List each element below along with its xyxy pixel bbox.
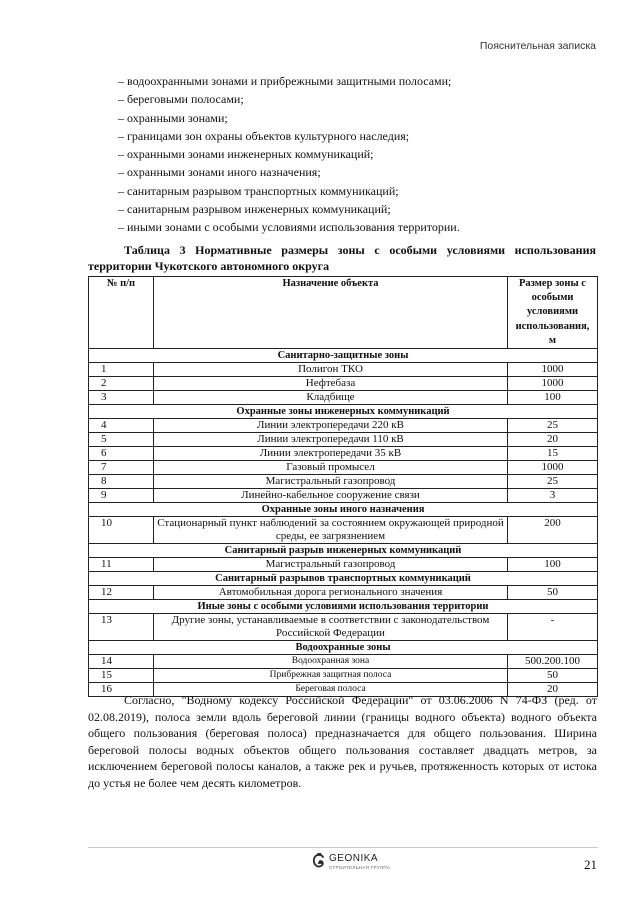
cell-num: 11 — [89, 558, 154, 572]
cell-num: 7 — [89, 461, 154, 475]
cell-num: 8 — [89, 475, 154, 489]
cell-size: 500.200.100 — [508, 655, 598, 669]
section-row — [89, 641, 598, 655]
cell-name: Прибрежная защитная полоса — [154, 669, 508, 683]
section-row — [89, 349, 598, 363]
list-item: – береговыми полосами; — [118, 90, 598, 108]
cell-num: 3 — [89, 391, 154, 405]
cell-size: 200 — [508, 517, 598, 544]
cell-name: Газовый промысел — [154, 461, 508, 475]
cell-name: Другие зоны, устанавливаемые в соответствии с законодательством Российской Федерации — [154, 614, 508, 641]
cell-num: 15 — [89, 669, 154, 683]
section-row — [89, 544, 598, 558]
list-item: – водоохранными зонами и прибрежными защитными полосами; — [118, 72, 598, 90]
table-row — [89, 669, 598, 683]
cell-num: 10 — [89, 517, 154, 544]
geonika-swirl-icon — [312, 853, 326, 870]
list-item: – границами зон охраны объектов культурного наследия; — [118, 127, 598, 145]
cell-size: 100 — [508, 558, 598, 572]
cell-name: Водоохранная зона — [154, 655, 508, 669]
geonika-logo — [312, 853, 390, 870]
norms-table — [88, 276, 598, 697]
cell-name: Нефтебаза — [154, 377, 508, 391]
restriction-list — [118, 72, 598, 237]
list-item: – санитарным разрывом транспортных коммуникаций; — [118, 182, 598, 200]
section-title: Санитарный разрывов транспортных коммуникаций — [89, 572, 598, 586]
table-row — [89, 558, 598, 572]
footer-divider — [88, 847, 598, 848]
list-item: – иными зонами с особыми условиями использования территории. — [118, 218, 598, 236]
cell-name: Линии электропередачи 220 кВ — [154, 419, 508, 433]
cell-size: 50 — [508, 669, 598, 683]
cell-size: - — [508, 614, 598, 641]
section-row — [89, 405, 598, 419]
cell-num: 12 — [89, 586, 154, 600]
table-row — [89, 391, 598, 405]
logo-name: GEONIKA — [329, 853, 379, 864]
header-num: № п/п — [89, 277, 154, 349]
section-title: Санитарно-защитные зоны — [89, 349, 598, 363]
table-row — [89, 475, 598, 489]
table-row — [89, 517, 598, 544]
cell-size: 50 — [508, 586, 598, 600]
cell-name: Береговая полоса — [154, 683, 508, 697]
section-title: Водоохранные зоны — [89, 641, 598, 655]
cell-num: 2 — [89, 377, 154, 391]
cell-num: 13 — [89, 614, 154, 641]
cell-size: 1000 — [508, 363, 598, 377]
list-item: – охранными зонами иного назначения; — [118, 163, 598, 181]
section-title: Иные зоны с особыми условиями использования территории — [89, 600, 598, 614]
section-title: Охранные зоны инженерных коммуникаций — [89, 405, 598, 419]
cell-size: 15 — [508, 447, 598, 461]
cell-name: Магистральный газопровод — [154, 558, 508, 572]
section-row — [89, 600, 598, 614]
cell-num: 4 — [89, 419, 154, 433]
table-row — [89, 447, 598, 461]
table-caption — [88, 242, 596, 274]
table-row — [89, 614, 598, 641]
header-size: Размер зоны с особыми условиями использования, м — [508, 277, 598, 349]
cell-name: Линейно-кабельное сооружение связи — [154, 489, 508, 503]
table-row — [89, 419, 598, 433]
table-caption-text: Таблица 3 Нормативные размеры зоны с особыми условиями использования территории Чукотского автономного округа — [88, 243, 596, 273]
table-row — [89, 489, 598, 503]
cell-size: 1000 — [508, 377, 598, 391]
body-paragraph-text: Согласно, "Водному кодексу Российской Федерации" от 03.06.2006 N 74-ФЗ (ред. от 02.08.2019), полоса земли вдоль береговой линии (границы водного объекта) водного объекта общего пользования (береговая полоса) предназначается для общего пользования. Ширина береговой полосы водных объектов общего пользования составляет двадцать метров, за исключением береговой полосы каналов, а также рек и ручьев, протяженность которых от истока до устья не более чем десять километров. — [88, 693, 597, 790]
list-item: – санитарным разрывом инженерных коммуникаций; — [118, 200, 598, 218]
cell-num: 16 — [89, 683, 154, 697]
cell-size: 25 — [508, 475, 598, 489]
cell-num: 9 — [89, 489, 154, 503]
cell-num: 14 — [89, 655, 154, 669]
cell-size: 20 — [508, 433, 598, 447]
cell-num: 1 — [89, 363, 154, 377]
cell-num: 5 — [89, 433, 154, 447]
table-row — [89, 363, 598, 377]
section-title: Санитарный разрыв инженерных коммуникаций — [89, 544, 598, 558]
list-item: – охранными зонами; — [118, 109, 598, 127]
section-row — [89, 503, 598, 517]
cell-size: 3 — [508, 489, 598, 503]
cell-name: Линии электропередачи 110 кВ — [154, 433, 508, 447]
document-header: Пояснительная записка — [479, 40, 596, 52]
cell-name: Автомобильная дорога регионального значения — [154, 586, 508, 600]
table-row — [89, 433, 598, 447]
cell-num: 6 — [89, 447, 154, 461]
cell-size: 20 — [508, 683, 598, 697]
logo-tagline: СТРОИТЕЛЬНАЯ ГРУППА — [329, 865, 391, 870]
cell-name: Полигон ТКО — [154, 363, 508, 377]
header-name: Назначение объекта — [154, 277, 508, 349]
table-header-row — [89, 277, 598, 349]
section-title: Охранные зоны иного назначения — [89, 503, 598, 517]
cell-size: 25 — [508, 419, 598, 433]
table-row — [89, 655, 598, 669]
section-row — [89, 572, 598, 586]
list-item: – охранными зонами инженерных коммуникаций; — [118, 145, 598, 163]
cell-size: 100 — [508, 391, 598, 405]
cell-name: Кладбище — [154, 391, 508, 405]
table-row — [89, 586, 598, 600]
cell-name: Магистральный газопровод — [154, 475, 508, 489]
table-row — [89, 461, 598, 475]
cell-name: Стационарный пункт наблюдений за состоянием окружающей природной среды, ее загрязнением — [154, 517, 508, 544]
cell-size: 1000 — [508, 461, 598, 475]
page-number: 21 — [584, 857, 597, 872]
body-paragraph — [88, 692, 597, 792]
cell-name: Линии электропередачи 35 кВ — [154, 447, 508, 461]
table-row — [89, 377, 598, 391]
